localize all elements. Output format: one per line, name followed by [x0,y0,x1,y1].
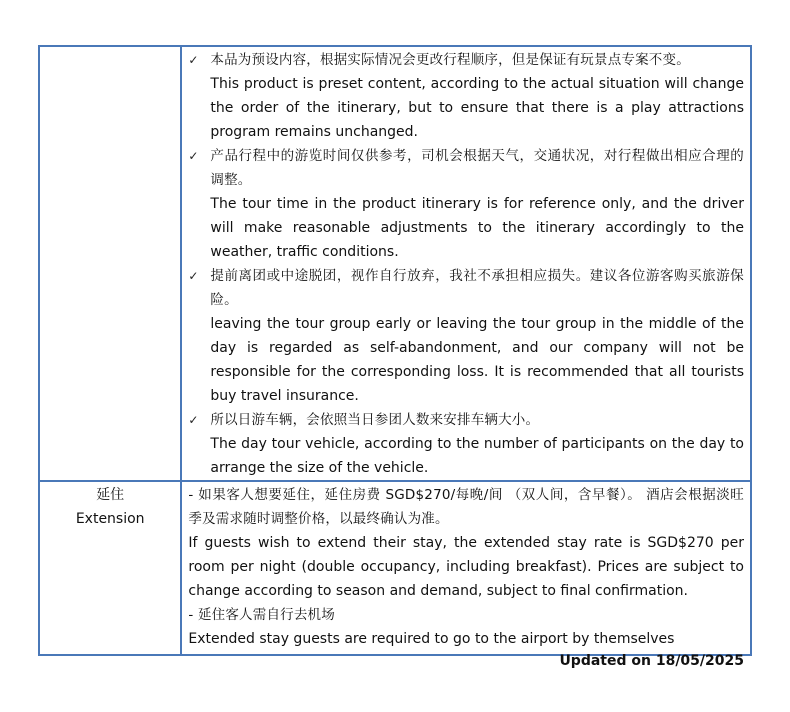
note-text-en: This product is preset content, according to the actual situation will change the order of the itinerary, but to ensure that there is a play attractions program remains unchanged. [210,76,744,140]
note-text-en: The day tour vehicle, according to the number of participants on the day to arrange the size of the vehicle. [210,436,744,476]
notes-row [39,46,751,481]
extension-airport-en: Extended stay guests are required to go to the airport by themselves [188,631,675,647]
extension-airport-zh: - 延住客人需自行去机场 [188,607,335,623]
extension-row [39,481,751,655]
note-text-zh: 本品为预设内容，根据实际情况会更改行程顺序，但是保证有玩景点专案不变。 [210,52,690,68]
extension-label-zh: 延住 [96,487,125,503]
extension-content-cell [181,481,751,655]
checkmark-icon: ✓ [188,413,199,427]
note-text-en: leaving the tour group early or leaving the tour group in the middle of the day is regarded as self-abandonment, and our company will not be responsible for the corresponding loss. It is recommended that all tourists buy travel insurance. [210,316,744,404]
updated-date: Updated on 18/05/2025 [559,653,744,669]
notes-list [182,47,750,480]
note-text-zh: 产品行程中的游览时间仅供参考，司机会根据天气，交通状况，对行程做出相应合理的调整。 [210,148,744,188]
list-item [188,264,744,408]
checkmark-icon: ✓ [188,53,199,67]
note-text-zh: 提前离团或中途脱团，视作自行放弃，我社不承担相应损失。建议各位游客购买旅游保险。 [210,268,744,308]
extension-label-cell [39,481,181,655]
note-text-zh: 所以日游车辆，会依照当日参团人数来安排车辆大小。 [210,412,540,428]
extension-label-en: Extension [75,511,145,527]
checkmark-icon: ✓ [188,149,199,163]
extension-rate-en: If guests wish to extend their stay, the extended stay rate is SGD$270 per room per night (double occupancy, including breakfast). Prices are subject to change according to season and demand, subject to final confirmation. [188,535,744,599]
notes-content-cell [181,46,751,481]
itinerary-notes-table [38,45,752,656]
list-item [188,144,744,264]
notes-label-cell [39,46,181,481]
checkmark-icon: ✓ [188,269,199,283]
note-text-en: The tour time in the product itinerary is for reference only, and the driver will make reasonable adjustments to the itinerary accordingly to the weather, traffic conditions. [210,196,744,260]
extension-rate-zh: - 如果客人想要延住，延住房费 SGD$270/每晚/间 （双人间，含早餐）。 酒店会根据淡旺季及需求随时调整价格，以最终确认为准。 [188,487,744,527]
list-item [188,48,744,144]
list-item [188,408,744,480]
